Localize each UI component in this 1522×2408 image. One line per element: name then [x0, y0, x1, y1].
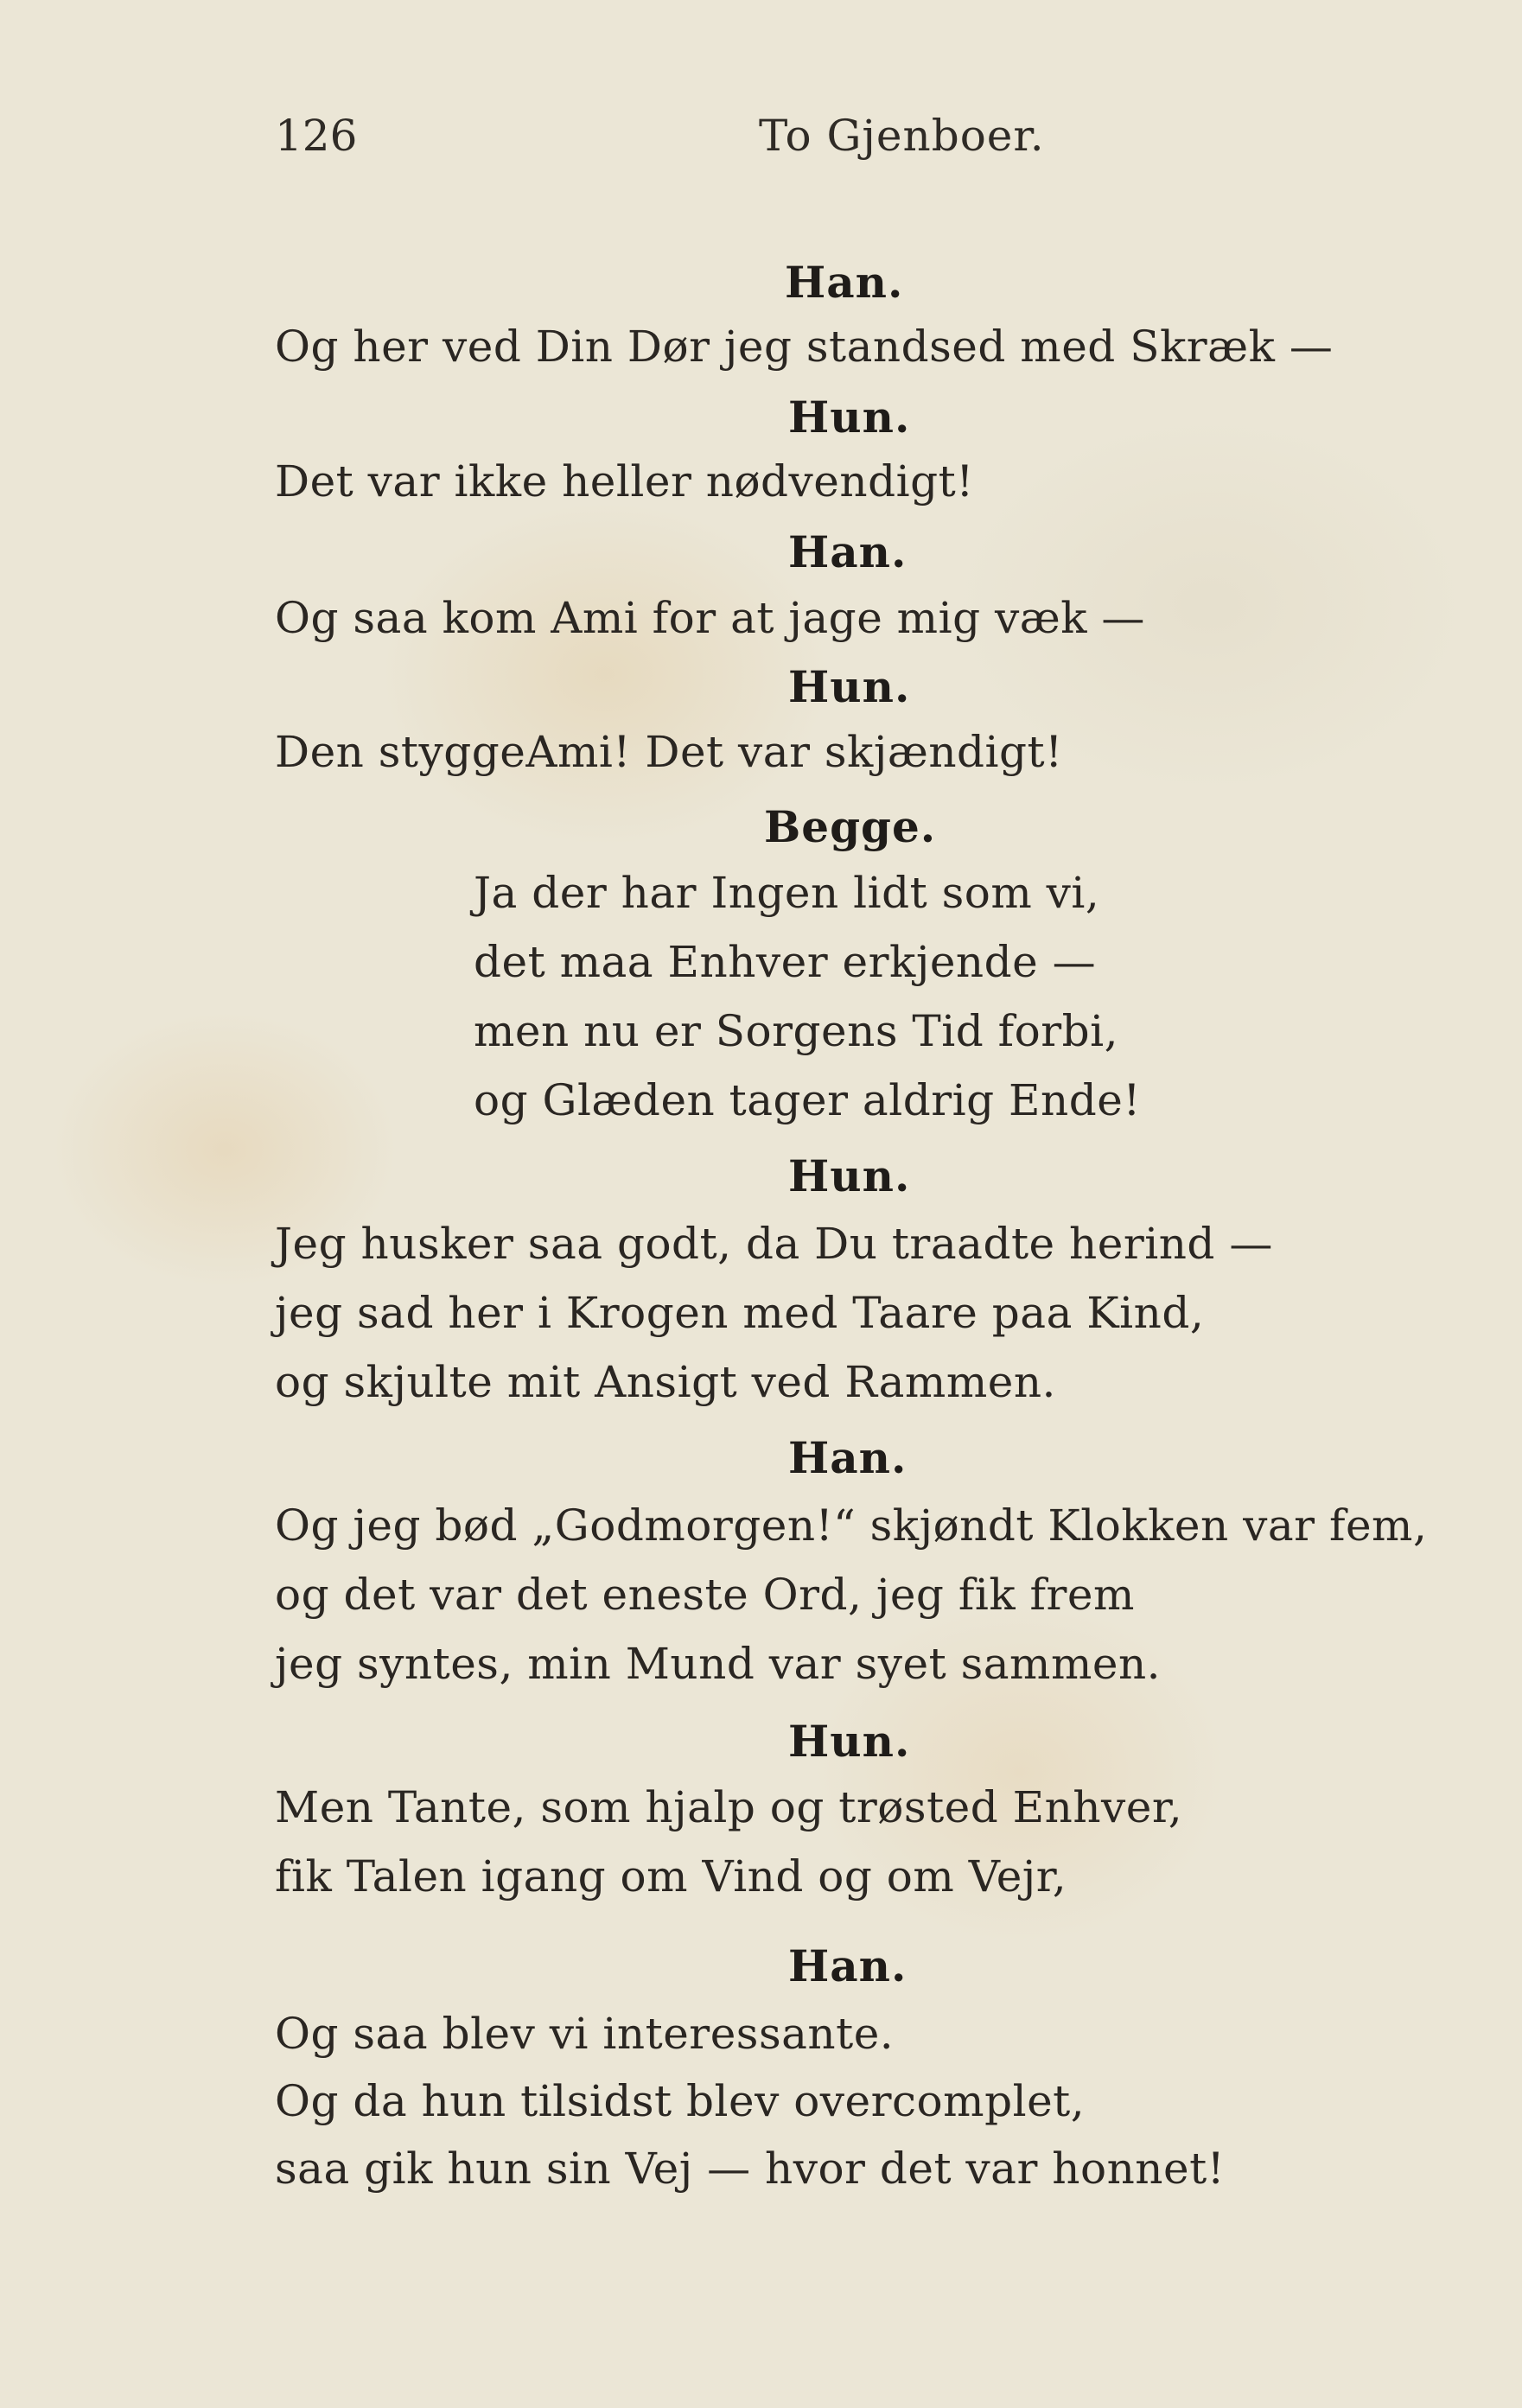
verse-line: det maa Enhver erkjende — [474, 937, 1097, 987]
verse-line: Jeg husker saa godt, da Du traadte herind — [275, 1219, 1273, 1269]
speaker-label: Hun. [788, 1716, 911, 1767]
running-title: To Gjenboer. [759, 111, 1045, 161]
verse-line: Det var ikke heller nødvendigt! [275, 456, 974, 506]
verse-line: Og saa blev vi interessante. [275, 2009, 895, 2059]
verse-line: jeg syntes, min Mund var syet sammen. [275, 1639, 1162, 1689]
verse-line: Men Tante, som hjalp og trøsted Enhver, [275, 1782, 1183, 1832]
verse-line: saa gik hun sin Vej — hvor det var honnet! [275, 2144, 1226, 2194]
verse-line: Og saa kom Ami for at jage mig væk — [275, 593, 1145, 643]
verse-line: jeg sad her i Krogen med Taare paa Kind, [275, 1288, 1205, 1338]
page-number: 126 [275, 111, 358, 161]
verse-line: og Glæden tager aldrig Ende! [474, 1075, 1141, 1125]
speaker-label: Hun. [788, 661, 911, 712]
verse-line: Og jeg bød „Godmorgen!“ skjøndt Klokken var fem, [275, 1500, 1428, 1551]
verse-line: Og her ved Din Dør jeg standsed med Skræk — [275, 322, 1334, 372]
speaker-label: Han. [785, 257, 904, 308]
verse-line: og det var det eneste Ord, jeg fik frem [275, 1570, 1135, 1620]
speaker-label: Begge. [764, 801, 937, 852]
verse-line: fik Talen igang om Vind og om Vejr, [275, 1851, 1067, 1902]
speaker-label: Hun. [788, 1150, 911, 1201]
speaker-label: Han. [788, 1432, 907, 1483]
speaker-label: Han. [788, 1940, 907, 1991]
speaker-label: Hun. [788, 392, 911, 443]
verse-line: Og da hun tilsidst blev overcomplet, [275, 2076, 1086, 2126]
verse-line: og skjulte mit Ansigt ved Rammen. [275, 1357, 1056, 1407]
verse-line: Ja der har Ingen lidt som vi, [474, 868, 1100, 918]
verse-line: Den styggeAmi! Det var skjændigt! [275, 727, 1063, 777]
verse-line: men nu er Sorgens Tid forbi, [474, 1006, 1119, 1056]
speaker-label: Han. [788, 526, 907, 577]
